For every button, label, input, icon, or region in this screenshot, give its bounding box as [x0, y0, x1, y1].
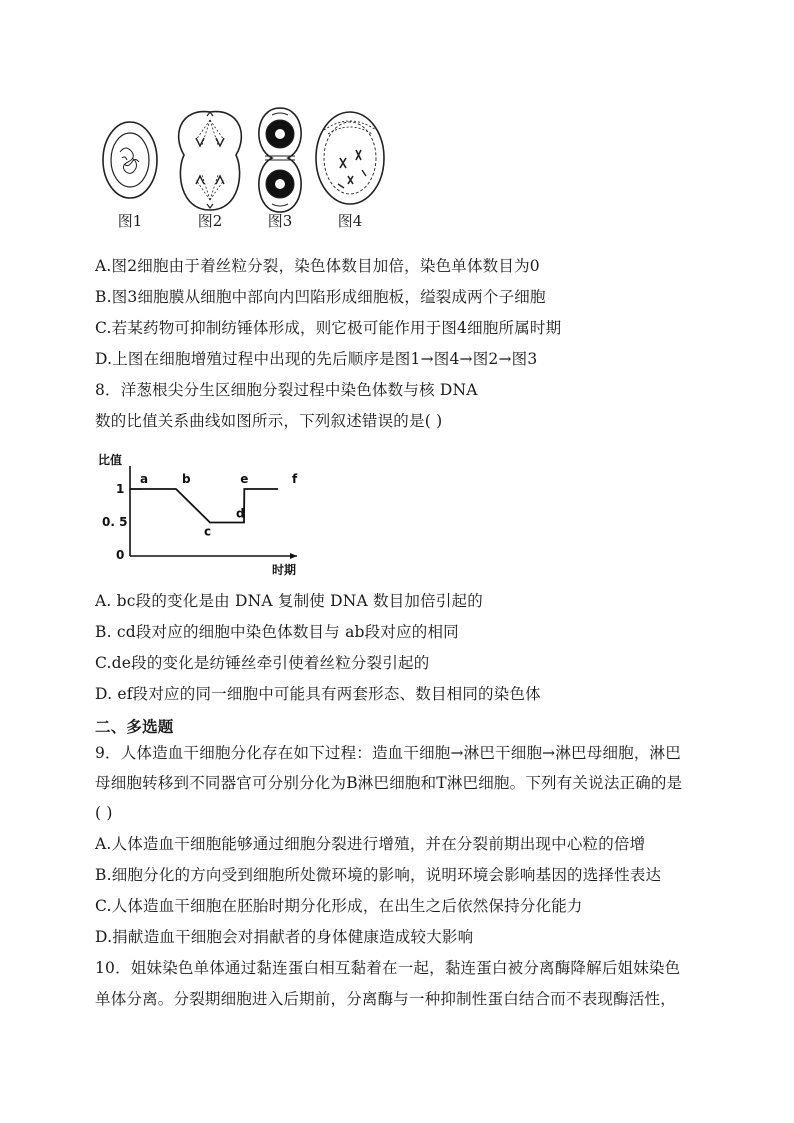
- figure-2-diagram: [179, 112, 242, 210]
- point-label-b: b: [182, 472, 191, 486]
- q8-option-c: C.de段的变化是纺锤丝牵引使着丝粒分裂引起的: [95, 654, 430, 672]
- q7-option-b: B.图3细胞膜从细胞中部向内凹陷形成细胞板，缢裂成两个子细胞: [95, 288, 546, 306]
- section-2-heading: 二、多选题: [95, 718, 174, 736]
- q7-option-c: C.若某药物可抑制纺锤体形成，则它极可能作用于图4细胞所属时期: [95, 319, 562, 337]
- q8-stem-line-2: 数的比值关系曲线如图所示，下列叙述错误的是( ): [95, 412, 443, 430]
- figure-1-label: 图1: [117, 212, 143, 230]
- point-label-e: e: [240, 472, 249, 486]
- figure-3-diagram: [259, 108, 301, 212]
- q9-option-c: C.人体造血干细胞在胚胎时期分化形成，在出生之后依然保持分化能力: [95, 897, 583, 915]
- q9-stem-line-2: 母细胞转移到不同器官可分别分化为B淋巴细胞和T淋巴细胞。下列有关说法正确的是: [95, 774, 683, 792]
- point-label-d: d: [236, 506, 245, 521]
- q10-stem-line-2: 单体分离。分裂期细胞进入后期前，分离酶与一种抑制性蛋白结合而不表现酶活性，: [95, 990, 676, 1008]
- q7-option-d: D.上图在细胞增殖过程中出现的先后顺序是图1→图4→图2→图3: [95, 350, 538, 368]
- x-axis-arrow: [290, 553, 297, 559]
- q8-option-d: D. ef段对应的同一细胞中可能具有两套形态、数目相同的染色体: [95, 685, 541, 703]
- point-label-a: a: [140, 472, 149, 486]
- cell-figures: [100, 100, 400, 235]
- ratio-chart-svg: [92, 448, 312, 583]
- q9-stem-line-1: 9．人体造血干细胞分化存在如下过程：造血干细胞→淋巴干细胞→淋巴母细胞，淋巴: [95, 744, 681, 762]
- q9-stem-line-3: ( ): [95, 804, 113, 822]
- q7-option-a: A.图2细胞由于着丝粒分裂，染色体数目加倍，染色单体数目为0: [95, 257, 540, 275]
- figure-3-label: 图3: [267, 212, 293, 230]
- point-label-c: c: [204, 524, 212, 539]
- y-tick-0-5: 0. 5: [102, 515, 128, 529]
- ratio-line: [142, 489, 278, 523]
- q9-option-b: B.细胞分化的方向受到细胞所处微环境的影响，说明环境会影响基因的选择性表达: [95, 866, 662, 884]
- y-axis-label: 比值: [98, 453, 123, 467]
- y-tick-0: 0: [116, 548, 125, 562]
- point-label-f: f: [292, 472, 298, 486]
- y-tick-1: 1: [116, 482, 125, 496]
- figure-4-label: 图4: [337, 212, 363, 230]
- q8-stem-line-1: 8．洋葱根尖分生区细胞分裂过程中染色体数与核 DNA: [95, 381, 478, 399]
- ratio-chart: [92, 448, 312, 583]
- q8-option-a: A. bc段的变化是由 DNA 复制使 DNA 数目加倍引起的: [95, 592, 483, 610]
- figure-4-diagram: [316, 112, 384, 204]
- figure-1-diagram: [103, 122, 157, 198]
- x-axis-label: 时期: [272, 563, 297, 577]
- q10-stem-line-1: 10．姐妹染色单体通过黏连蛋白相互黏着在一起，黏连蛋白被分离酶降解后姐妹染色: [95, 959, 681, 977]
- q8-option-b: B. cd段对应的细胞中染色体数目与 ab段对应的相同: [95, 623, 459, 641]
- q9-option-d: D.捐献造血干细胞会对捐献者的身体健康造成较大影响: [95, 928, 474, 946]
- figure-2-label: 图2: [197, 212, 223, 230]
- q9-option-a: A.人体造血干细胞能够通过细胞分裂进行增殖，并在分裂前期出现中心粒的倍增: [95, 835, 646, 853]
- chart-marks: [130, 472, 298, 539]
